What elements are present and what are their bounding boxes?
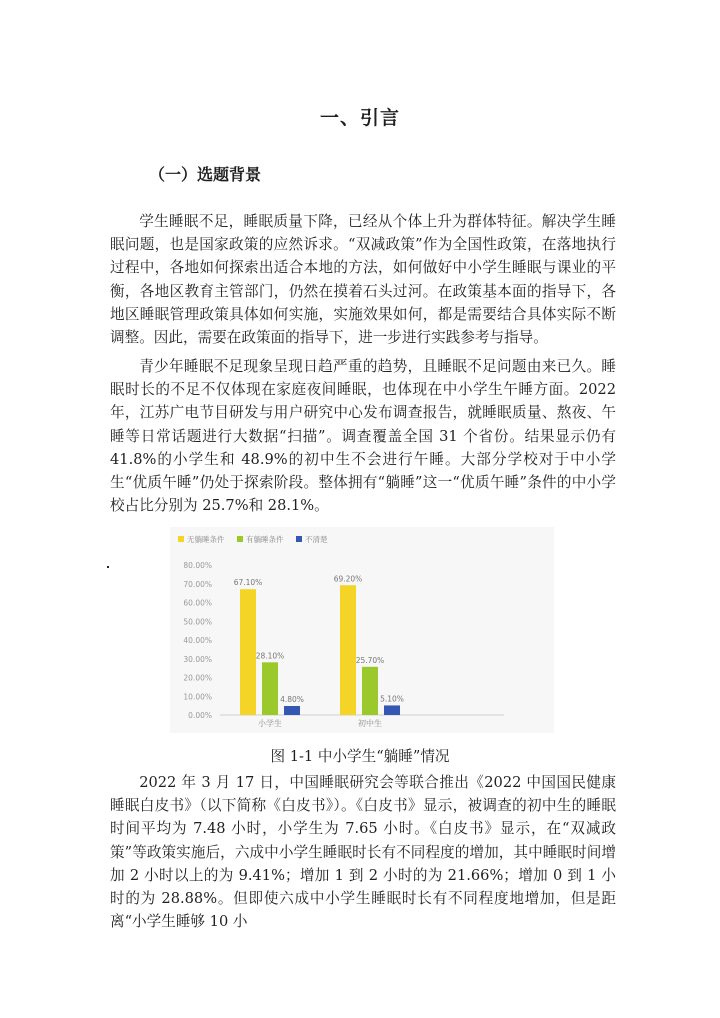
bar — [340, 585, 356, 715]
bar-value-label: 28.10% — [255, 651, 285, 661]
section-title: 一、引言 — [319, 107, 400, 129]
paragraph-3: 2022 年 3 月 17 日，中国睡眠研究会等联合推出《2022 中国国民健康睡眠白皮书》（以下简称《白皮书》）。《白皮书》显示，被调查的初中生的睡眠时间平均为 7.48 小时，小学生为 7.65 小时。《白皮书》显示，在“双减政策”等政策实施后，六成中小学生睡眠时长有不同程度的增加，其中睡眠时间增加 2 小时以上的为 9.41%；增加 1 到 2 小时的为 21.66%；增加 0 到 1 小时的为 28.88%。但即使六成中小学生睡眠时长有不同程度地增加，但是距离“小学生睡够 10 小 — [110, 774, 616, 931]
stray-mark — [107, 566, 109, 568]
bar-value-label: 25.70% — [355, 655, 385, 665]
y-tick-label: 10.00% — [183, 692, 212, 702]
y-tick-label: 40.00% — [183, 636, 212, 645]
figure-chart — [170, 527, 554, 733]
y-tick-label: 50.00% — [183, 617, 212, 627]
paragraph-1: 学生睡眠不足，睡眠质量下降，已经从个体上升为群体特征。解决学生睡眠问题，也是国家政策的应然诉求。“双减政策”作为全国性政策，在落地执行过程中，各地如何探索出适合本地的方法，如何做好中小学生睡眠与课业的平衡，各地区教育主管部门，仍然在摸着石头过河。在政策基本面的指导下，各地区睡眠管理政策具体如何实施，实施效果如何，都是需要结合具体实际不断调整。因此，需要在政策面的指导下，进一步进行实践参考与指导。 — [110, 213, 616, 347]
legend-label: 有躺睡条件 — [246, 535, 284, 544]
bar — [384, 705, 400, 715]
legend-swatch — [296, 536, 302, 542]
bar — [362, 667, 378, 715]
x-category-label: 初中生 — [358, 719, 382, 728]
legend-label: 不清楚 — [305, 535, 328, 544]
bar-value-label: 69.20% — [333, 574, 363, 584]
legend-swatch — [237, 536, 243, 542]
subsection-title: （一）选题背景 — [149, 165, 262, 184]
legend-swatch — [178, 536, 184, 542]
paragraph-2: 青少年睡眠不足现象呈现日趋严重的趋势，且睡眠不足问题由来已久。睡眠时长的不足不仅体现在家庭夜间睡眠，也体现在中小学生午睡方面。2022 年，江苏广电节目研发与用户研究中心发布调查报告，就睡眠质量、熬夜、午睡等日常话题进行大数据“扫描”。调查覆盖全国 31 个省份。结果显示仍有 41.8%的小学生和 48.9%的初中生不会进行午睡。大部分学校对于中小学生“优质午睡”仍处于探索阶段。整体拥有“躺睡”这一“优质午睡”条件的中小学校占比分别为 25.7%和 28.1%。 — [110, 358, 616, 515]
bar — [240, 589, 256, 715]
y-tick-label: 0.00% — [188, 711, 212, 720]
y-tick-label: 20.00% — [183, 673, 212, 683]
legend-label: 无躺睡条件 — [187, 535, 225, 544]
x-category-label: 小学生 — [258, 719, 282, 728]
bar-value-label: 5.10% — [380, 694, 404, 704]
bar-chart — [170, 527, 554, 733]
y-tick-label: 80.00% — [183, 561, 212, 570]
y-tick-label: 60.00% — [183, 598, 212, 608]
bar-value-label: 4.80% — [280, 695, 304, 704]
y-tick-label: 70.00% — [183, 579, 212, 589]
bar-value-label: 67.10% — [233, 578, 263, 588]
y-tick-label: 30.00% — [183, 654, 212, 664]
bar — [284, 706, 300, 715]
bar — [262, 662, 278, 715]
figure-caption: 图 1-1 中小学生“躺睡”情况 — [270, 748, 450, 765]
